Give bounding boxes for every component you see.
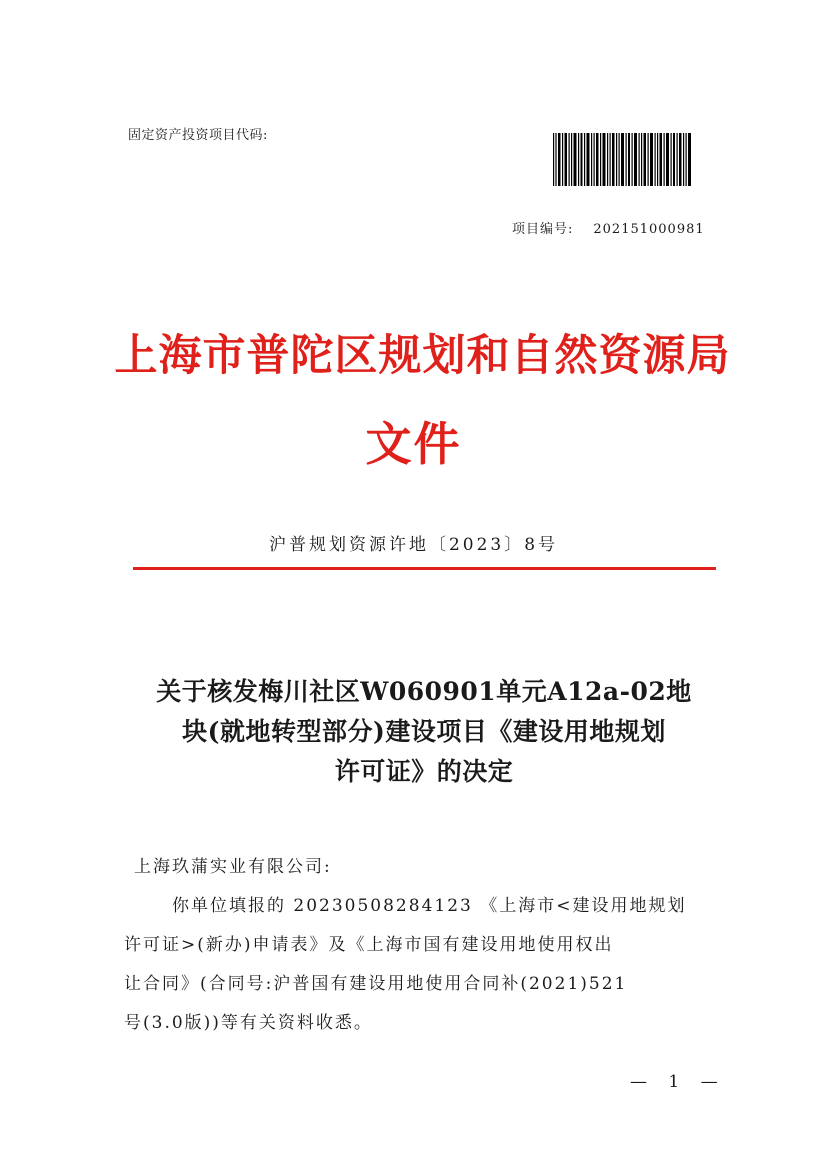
subject-title — [124, 672, 724, 792]
investment-code-label: 固定资产投资项目代码: — [128, 128, 268, 143]
paragraph-line-1: 你单位填报的 20230508284123 《上海市<建设用地规划 — [172, 896, 687, 916]
subject-line-3: 许可证》的决定 — [334, 757, 514, 786]
barcode-image — [553, 133, 691, 186]
masthead-organization: 上海市普陀区规划和自然资源局 — [114, 331, 731, 381]
paragraph-line-2: 许可证>(新办)申请表》及《上海市国有建设用地使用权出 — [124, 935, 614, 955]
subject-line-1: 关于核发梅川社区W060901单元A12a-02地 — [156, 677, 692, 706]
project-number — [512, 218, 705, 237]
document-number: 沪普规划资源许地〔2023〕8号 — [268, 535, 559, 555]
red-divider — [133, 567, 716, 570]
project-number-value: 202151000981 — [593, 222, 705, 237]
page-number: — 1 — — [630, 1072, 726, 1092]
recipient: 上海玖蒲实业有限公司: — [134, 857, 332, 877]
paragraph-line-3: 让合同》(合同号:沪普国有建设用地使用合同补(2021)521 — [124, 974, 628, 994]
masthead-document-type: 文件 — [365, 417, 462, 471]
subject-line-2: 块(就地转型部分)建设项目《建设用地规划 — [182, 717, 666, 746]
project-number-label: 项目编号: — [512, 222, 574, 237]
paragraph-line-4: 号(3.0版))等有关资料收悉。 — [124, 1013, 373, 1033]
body-text — [124, 848, 727, 1043]
